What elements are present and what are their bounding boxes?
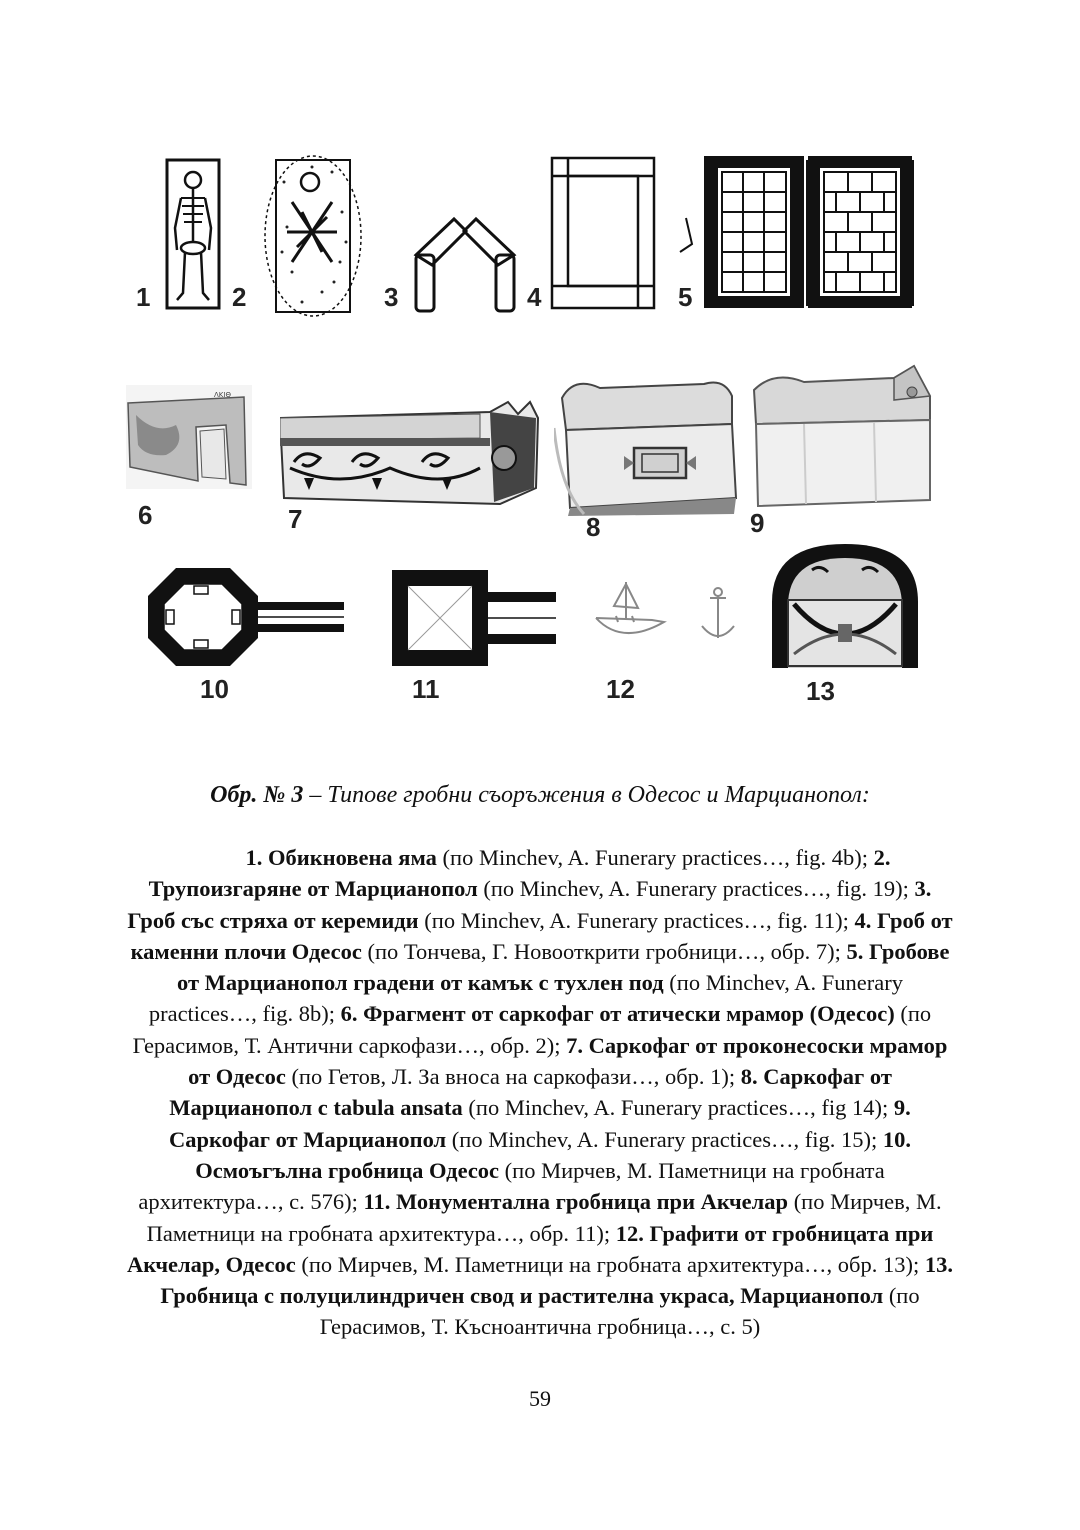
caption-item-1-label: 1. Обикновена яма <box>245 845 437 870</box>
caption-item-2-ref: (по Minchev, A. Funerary practices…, fig. 19); <box>477 876 915 902</box>
figure-label-8: 8 <box>586 512 601 542</box>
caption-item-4-label: 4. Гроб от каменни плочи Одесос <box>130 907 953 964</box>
caption-item-6-ref: (по Герасимов, Т. Антични саркофази…, обр. 2); <box>132 1001 932 1058</box>
caption-item-11-ref: (по Мирчев, М. Паметници на гробната архитектура…, обр. 11); <box>146 1189 942 1246</box>
figure-label-4: 4 <box>527 282 542 312</box>
figure-label-7: 7 <box>288 504 303 534</box>
figure-label-9: 9 <box>750 508 765 538</box>
caption-item-12-ref: (по Мирчев, М. Паметници на гробната архитектура…, обр. 13); <box>295 1251 925 1277</box>
caption-item-10-label: 10. Осмоъгълна гробница Одесос <box>195 1126 911 1183</box>
figure-label-10: 10 <box>200 674 229 704</box>
caption-item-5-label: 5. Гробове от Марцианопол градени от камък с тухлен под <box>177 938 950 996</box>
caption-item-1-ref: (по Minchev, A. Funerary practices…, fig. 4b); <box>436 845 874 870</box>
caption-item-8-label: 8. Саркофаг от Марцианопол с tabula ansata <box>169 1064 892 1121</box>
page-number: 59 <box>529 1386 551 1411</box>
figure-caption-title <box>0 782 1080 809</box>
figure-3-tile-roof-grave <box>410 213 520 313</box>
figure-5-brick-floor-graves <box>676 152 946 312</box>
figure-6-sarcophagus-fragment <box>126 385 252 489</box>
caption-item-8-ref: (по Minchev, A. Funerary practices…, fig 14); <box>462 1095 894 1121</box>
caption-item-9-ref: (по Minchev, A. Funerary practices…, fig. 15); <box>446 1126 883 1152</box>
figure-label-2: 2 <box>232 282 247 312</box>
caption-item-13-ref: (по Герасимов, Т. Късноантична гробница…, с. 5) <box>319 1283 920 1340</box>
figure-title: – Типове гробни съоръжения в Одесос и Марцианопол: <box>303 782 870 808</box>
figure-1-pit-grave <box>165 158 221 310</box>
caption-item-2-label: 2. Трупоизгаряне от Марцианопол <box>148 845 891 902</box>
figure-label-12: 12 <box>606 674 635 704</box>
figure-label-6: 6 <box>138 500 153 530</box>
figure-8-sarcophagus-tabula-ansata <box>554 368 740 516</box>
caption-item-10-ref: (по Мирчев, М. Паметници на гробната архитектура…, с. 576); <box>138 1157 885 1215</box>
caption-item-3-label: 3. Гроб със стряха от керемиди <box>127 876 932 933</box>
figure-12-graffiti-ship-anchor <box>592 576 744 648</box>
caption-item-6-label: 6. Фрагмент от саркофаг от атически мрамор (Одесос) <box>340 1001 895 1027</box>
figure-label-11: 11 <box>412 674 440 704</box>
figure-number: Обр. № 3 <box>210 782 304 808</box>
figure-11-monumental-tomb-plan <box>392 570 556 666</box>
caption-item-9-label: 9. Саркофаг от Марцианопол <box>169 1095 911 1152</box>
figure-caption-body <box>122 842 958 1343</box>
figure-4-stone-slab-grave <box>548 154 658 312</box>
figure-2-cremation <box>262 152 364 320</box>
figure-13-vaulted-tomb-decoration <box>772 544 918 668</box>
caption-item-7-label: 7. Саркофаг от проконесоски мрамор от Одесос <box>188 1032 948 1090</box>
figure-label-3: 3 <box>384 282 399 312</box>
caption-item-5-ref: (по Minchev, A. Funerary practices…, fig. 8b); <box>148 970 903 1027</box>
caption-item-11-label: 11. Монументална гробница при Акчелар <box>363 1189 789 1215</box>
figure-10-octagonal-tomb-plan <box>148 568 344 666</box>
caption-item-7-ref: (по Гетов, Л. За вноса на саркофази…, обр. 1); <box>285 1064 741 1090</box>
figure-label-13: 13 <box>806 676 835 706</box>
caption-item-4-ref: (по Тончева, Г. Новооткрити гробници…, обр. 7); <box>361 938 847 964</box>
figure-label-5: 5 <box>678 282 693 312</box>
caption-item-3-ref: (по Minchev, A. Funerary practices…, fig. 11); <box>418 907 855 933</box>
svg-text:ΛΚΙΘ: ΛΚΙΘ <box>214 391 231 399</box>
caption-item-12-label: 12. Графити от гробницата при Акчелар, Одесос <box>127 1220 934 1277</box>
figure-label-1: 1 <box>136 282 151 312</box>
figure-9-sarcophagus-marcianopolis <box>744 360 932 510</box>
caption-item-13-label: 13. Гробница с полуцилиндричен свод и растителна украса, Марцианопол <box>160 1251 953 1309</box>
figure-7-proconnesian-sarcophagus <box>280 398 540 508</box>
